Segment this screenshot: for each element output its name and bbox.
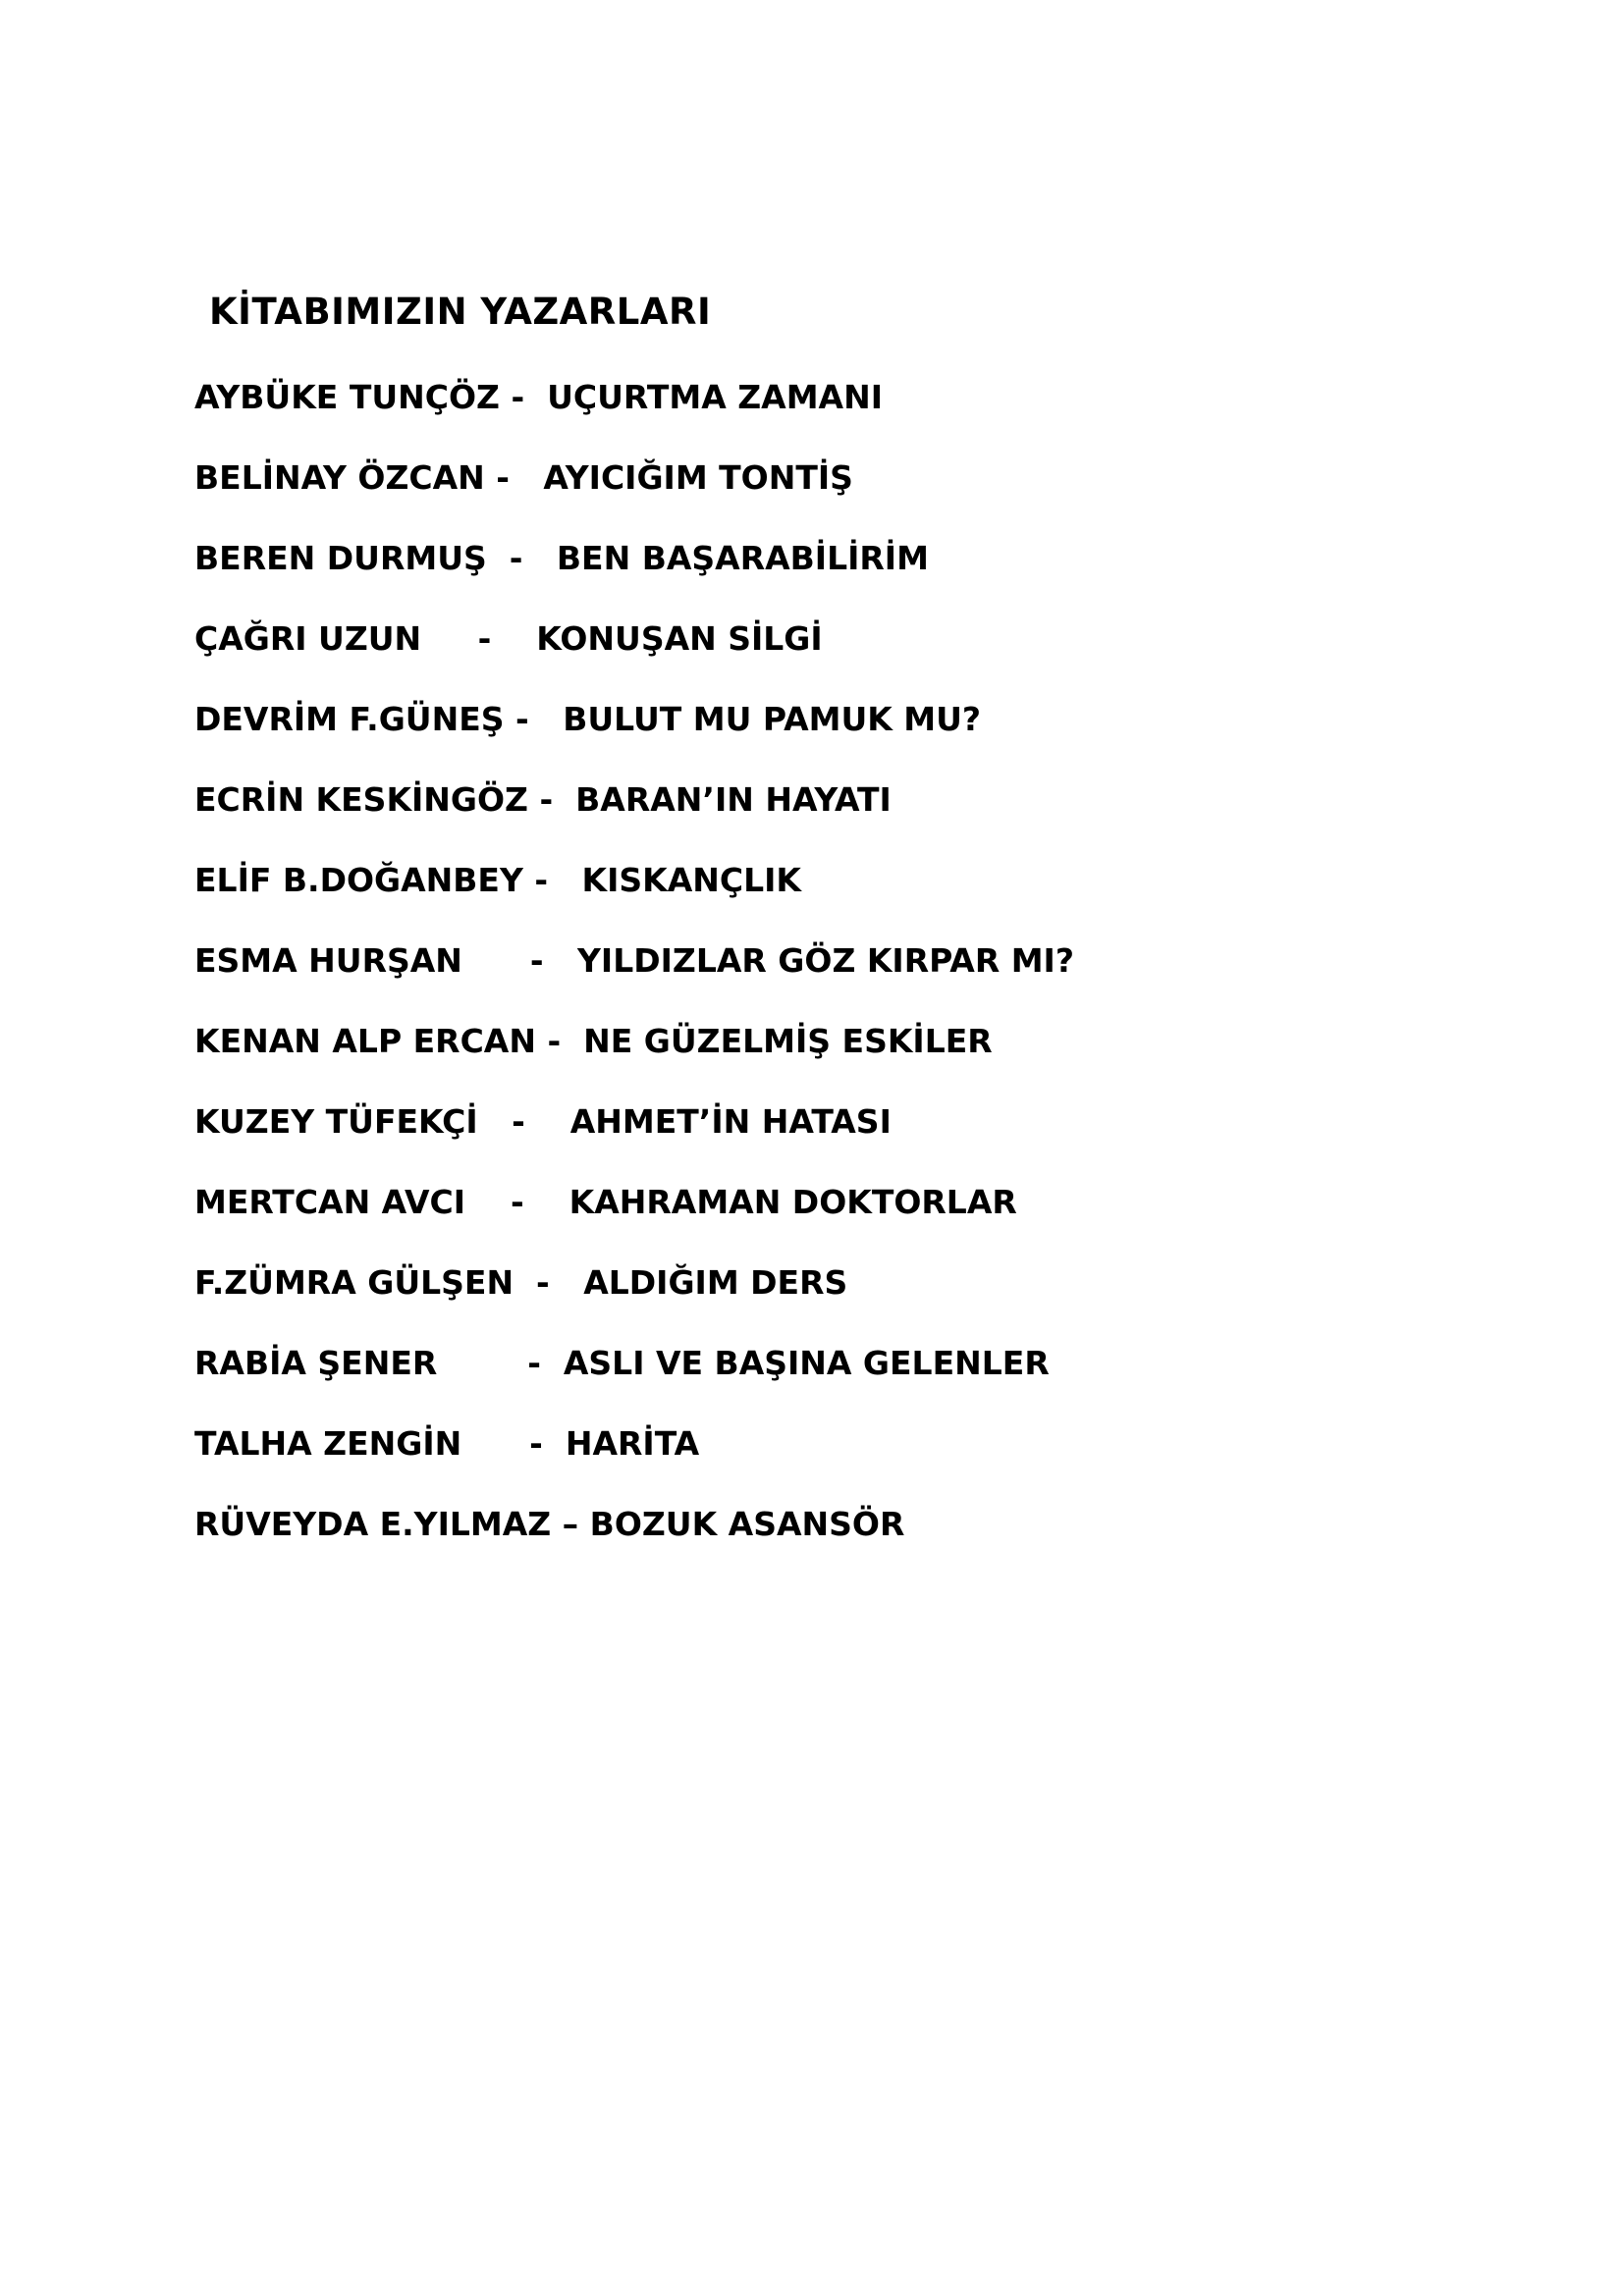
author-name: ÇAĞRI UZUN - [194,619,537,658]
book-title: YILDIZLAR GÖZ KIRPAR MI? [577,941,1074,980]
author-name: ECRİN KESKİNGÖZ - [194,780,576,819]
list-item [194,619,823,658]
author-name: KENAN ALP ERCAN - [194,1022,584,1060]
book-title: BARAN’IN HAYATI [575,780,892,819]
list-item [194,1505,905,1543]
book-title: KONUŞAN SİLGİ [536,619,823,658]
list-item [194,1344,1050,1382]
list-item [194,861,801,899]
author-name: BELİNAY ÖZCAN - [194,458,544,497]
book-title: KAHRAMAN DOKTORLAR [568,1183,1017,1221]
book-title: AYICIĞIM TONTİŞ [543,458,853,497]
book-title: NE GÜZELMİŞ ESKİLER [583,1022,993,1060]
author-name: RÜVEYDA E.YILMAZ – [194,1505,590,1543]
author-name: ELİF B.DOĞANBEY - [194,861,582,899]
author-name: ESMA HURŞAN - [194,941,578,980]
book-title: ALDIĞIM DERS [583,1263,848,1302]
book-title: BULUT MU PAMUK MU? [563,700,982,738]
author-name: KUZEY TÜFEKÇİ - [194,1102,570,1141]
author-name: RABİA ŞENER - [194,1344,564,1382]
list-item [194,1183,1017,1221]
author-name: MERTCAN AVCI - [194,1183,569,1221]
book-title: HARİTA [565,1424,700,1463]
author-name: F.ZÜMRA GÜLŞEN - [194,1263,584,1302]
list-item [194,1263,848,1302]
list-item [194,378,883,416]
book-title: BEN BAŞARABİLİRİM [556,539,929,577]
author-name: AYBÜKE TUNÇÖZ - [194,378,548,416]
list-item [194,1102,892,1141]
book-title: ASLI VE BAŞINA GELENLER [563,1344,1050,1382]
book-title: BOZUK ASANSÖR [589,1505,905,1543]
list-item [194,1022,993,1060]
list-item [194,1424,700,1463]
list-item [194,458,853,497]
author-name: TALHA ZENGİN - [194,1424,566,1463]
list-item [194,780,892,819]
list-item [194,941,1074,980]
book-title: AHMET’İN HATASI [569,1102,892,1141]
page-title: KİTABIMIZIN YAZARLARI [209,291,712,333]
book-title: UÇURTMA ZAMANI [547,378,883,416]
list-item [194,700,982,738]
list-item [194,539,929,577]
book-title: KISKANÇLIK [581,861,801,899]
author-name: DEVRİM F.GÜNEŞ - [194,700,564,738]
author-name: BEREN DURMUŞ - [194,539,557,577]
